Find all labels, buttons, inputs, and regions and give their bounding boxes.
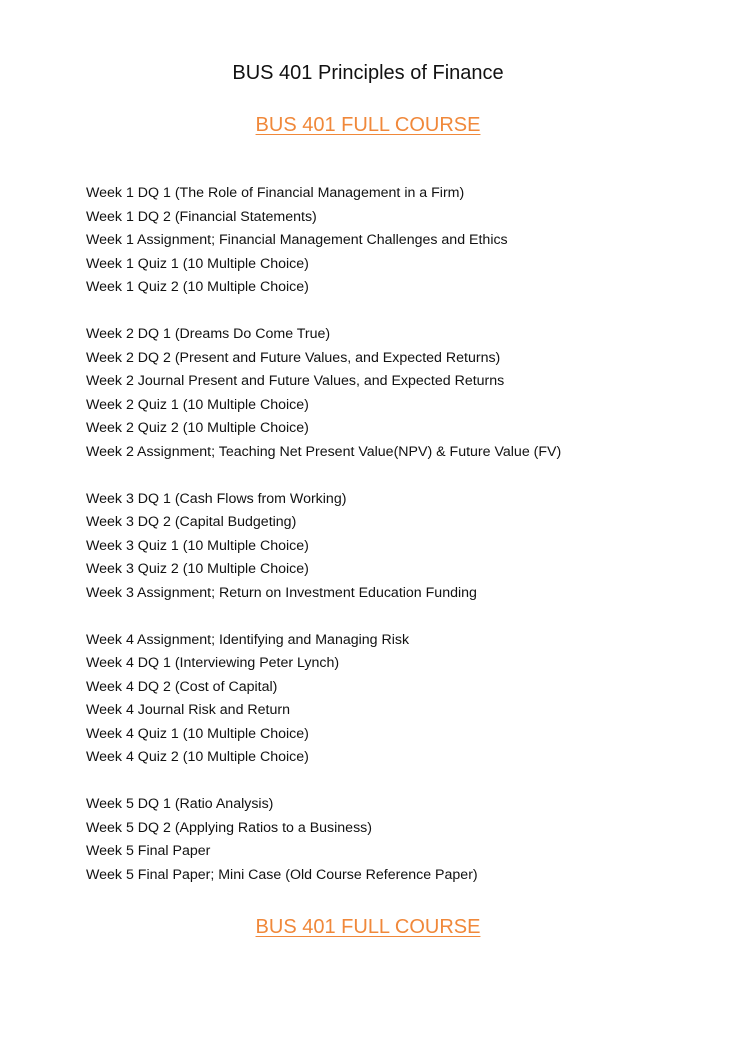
course-outline — [86, 182, 706, 911]
list-item: Week 2 DQ 2 (Present and Future Values, and Expected Returns) — [86, 349, 501, 366]
page-title: BUS 401 Principles of Finance — [232, 62, 504, 84]
list-item: Week 1 Quiz 1 (10 Multiple Choice) — [86, 255, 309, 272]
list-item: Week 5 Final Paper — [86, 843, 211, 859]
list-item: Week 4 DQ 2 (Cost of Capital) — [86, 678, 278, 695]
week-1-group — [86, 182, 706, 300]
list-item: Week 3 Quiz 1 (10 Multiple Choice) — [86, 537, 309, 554]
list-item: Week 4 Journal Risk and Return — [86, 702, 290, 718]
list-item: Week 1 DQ 2 (Financial Statements) — [86, 208, 317, 225]
list-item: Week 5 DQ 2 (Applying Ratios to a Business) — [86, 819, 372, 836]
list-item: Week 1 DQ 1 (The Role of Financial Management in a Firm) — [86, 185, 465, 201]
week-4-group — [86, 629, 706, 770]
week-5-group — [86, 793, 706, 887]
list-item: Week 2 DQ 1 (Dreams Do Come True) — [86, 326, 331, 342]
list-item: Week 3 Quiz 2 (10 Multiple Choice) — [86, 561, 309, 577]
list-item: Week 4 Quiz 2 (10 Multiple Choice) — [86, 749, 309, 765]
week-3-group — [86, 488, 706, 606]
list-item: Week 1 Quiz 2 (10 Multiple Choice) — [86, 279, 309, 295]
list-item: Week 3 DQ 2 (Capital Budgeting) — [86, 514, 297, 530]
list-item: Week 1 Assignment; Financial Management Challenges and Ethics — [86, 232, 508, 248]
list-item: Week 4 Assignment; Identifying and Managing Risk — [86, 631, 410, 648]
list-item: Week 2 Quiz 2 (10 Multiple Choice) — [86, 420, 309, 436]
list-item: Week 2 Journal Present and Future Values, and Expected Returns — [86, 373, 505, 389]
full-course-link-bottom[interactable]: BUS 401 FULL COURSE — [255, 916, 481, 938]
list-item: Week 5 Final Paper; Mini Case (Old Course Reference Paper) — [86, 866, 478, 883]
list-item: Week 3 Assignment; Return on Investment Education Funding — [86, 584, 477, 601]
list-item: Week 4 DQ 1 (Interviewing Peter Lynch) — [86, 655, 340, 671]
list-item: Week 5 DQ 1 (Ratio Analysis) — [86, 796, 274, 812]
list-item: Week 4 Quiz 1 (10 Multiple Choice) — [86, 725, 309, 742]
list-item: Week 2 Quiz 1 (10 Multiple Choice) — [86, 396, 309, 413]
course-link-top-container — [0, 111, 736, 139]
full-course-link-top[interactable]: BUS 401 FULL COURSE — [255, 114, 481, 136]
list-item: Week 2 Assignment; Teaching Net Present Value(NPV) & Future Value (FV) — [86, 443, 562, 460]
course-link-bottom-container — [0, 913, 736, 941]
list-item: Week 3 DQ 1 (Cash Flows from Working) — [86, 490, 347, 507]
week-2-group — [86, 323, 706, 464]
